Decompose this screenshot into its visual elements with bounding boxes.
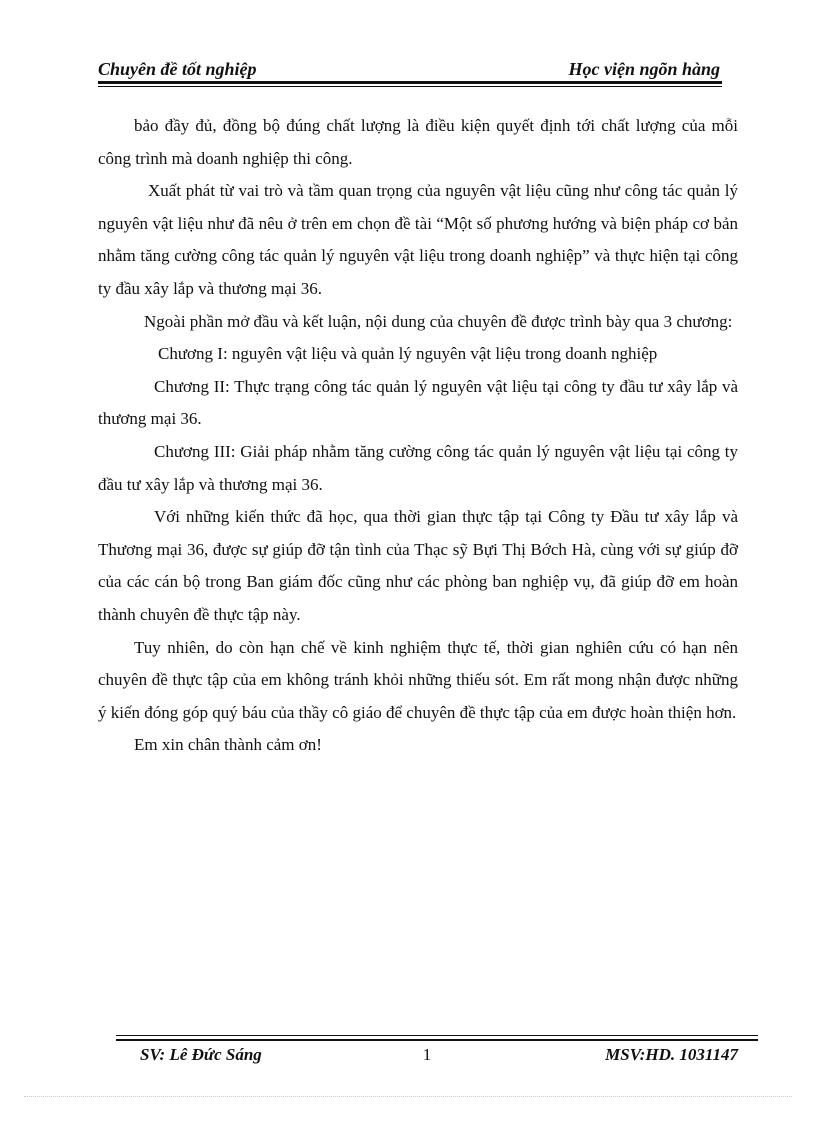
footer-student-id: MSV:HD. 1031147 <box>605 1045 738 1064</box>
header-divider-thin <box>98 86 722 87</box>
page-edge-divider <box>24 1096 792 1097</box>
paragraph-structure-intro: Ngoài phần mở đầu và kết luận, nội dung của chuyên đề được trình bày qua 3 chương: <box>144 311 733 331</box>
paragraph-chapter-2: Chương II: Thực trạng công tác quản lý nguyên vật liệu tại công ty đầu tư xây lắp và thương mại 36. <box>98 376 738 429</box>
header-institution: Học viện ngõn hàng <box>568 59 720 79</box>
paragraph-thanks: Em xin chân thành cảm ơn! <box>134 735 322 755</box>
header-divider-thick <box>98 81 722 84</box>
page-number: 1 <box>422 1045 432 1064</box>
page-footer <box>140 1044 738 1068</box>
header-document-type: Chuyên đề tốt nghiệp <box>98 59 257 79</box>
paragraph-chapter-3: Chương III: Giải pháp nhằm tăng cường công tác quản lý nguyên vật liệu tại công ty đầu tư xây lắp và thương mại 36. <box>98 441 738 494</box>
paragraph-continuation: bảo đầy đủ, đồng bộ đúng chất lượng là điều kiện quyết định tới chất lượng của mỗi công trình mà doanh nghiệp thi công. <box>98 116 738 168</box>
footer-divider-thick <box>116 1039 758 1041</box>
paragraph-topic-choice: Xuất phát từ vai trò và tầm quan trọng của nguyên vật liệu cũng như công tác quản lý nguyên vật liệu như đã nêu ở trên em chọn đề tài “Một số phương hướng và biện pháp cơ bản nhằm tăng cường công tác quản lý nguyên vật liệu trong doanh nghiệp” và thực hiện tại công ty đầu xây lắp và thương mại 36. <box>98 181 738 298</box>
footer-divider-thin <box>116 1035 758 1036</box>
paragraph-limitations: Tuy nhiên, do còn hạn chế về kinh nghiệm thực tế, thời gian nghiên cứu có hạn nên chuyên đề thực tập của em không tránh khỏi những thiếu sót. Em rất mong nhận được những ý kiến đóng góp quý báu của thầy cô giáo để chuyên đề thực tập của em được hoàn thiện hơn. <box>98 637 738 722</box>
paragraph-chapter-1: Chương I: nguyên vật liệu và quản lý nguyên vật liệu trong doanh nghiệp <box>158 344 658 364</box>
document-body <box>98 110 738 762</box>
paragraph-acknowledgement: Với những kiến thức đã học, qua thời gian thực tập tại Công ty Đầu tư xây lắp và Thương mại 36, được sự giúp đỡ tận tình của Thạc sỹ Bựi Thị Bớch Hà, cùng với sự giúp đỡ của các cán bộ trong Ban giám đốc cũng như các phòng ban nghiệp vụ, đã giúp đỡ em hoàn thành chuyên đề thực tập này. <box>98 507 738 624</box>
footer-student-name: SV: Lê Đức Sáng <box>140 1045 262 1064</box>
